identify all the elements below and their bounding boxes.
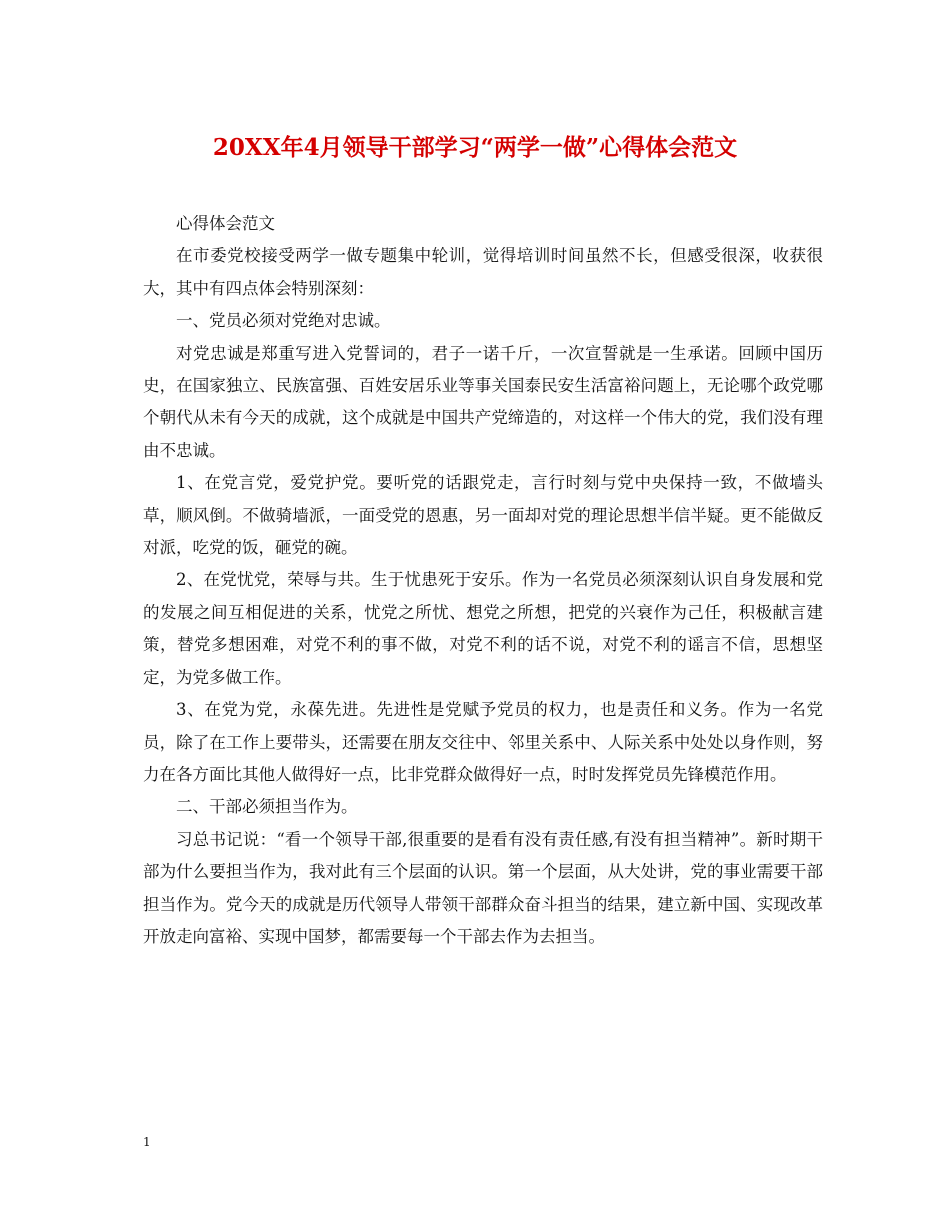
page-number: 1 <box>143 1135 151 1149</box>
paragraph-point-2: 2、在党忧党，荣辱与共。生于忧患死于安乐。作为一名党员必须深刻认识自身发展和党的发展之间互相促进的关系，忧党之所忧、想党之所想，把党的兴衰作为己任，积极献言建策，替党多想困难，对党不利的事不做，对党不利的话不说，对党不利的谣言不信，思想坚定，为党多做工作。 <box>143 570 823 687</box>
paragraph-heading: 心得体会范文 <box>176 214 275 233</box>
paragraph-intro: 在市委党校接受两学一做专题集中轮训，觉得培训时间虽然不长，但感受很深，收获很大，其中有四点体会特别深刻： <box>143 246 823 298</box>
section-heading-1: 一、党员必须对党绝对忠诚。 <box>176 311 391 331</box>
paragraph-point-1: 1、在党言党，爱党护党。要听党的话跟党走，言行时刻与党中央保持一致，不做墙头草，顺风倒。不做骑墙派，一面受党的恩惠，另一面却对党的理论思想半信半疑。更不能做反对派，吃党的饭，砸党的碗。 <box>143 473 823 558</box>
section-heading-2: 二、干部必须担当作为。 <box>176 797 358 817</box>
paragraph-loyalty: 对党忠诚是郑重写进入党誓词的，君子一诺千斤，一次宣誓就是一生承诺。回顾中国历史，在国家独立、民族富强、百姓安居乐业等事关国泰民安生活富裕问题上，无论哪个政党哪个朝代从未有今天的成就，这个成就是中国共产党缔造的，对这样一个伟大的党，我们没有理由不忠诚。 <box>143 343 823 460</box>
document-title: 20XX年4月领导干部学习“两学一做”心得体会范文 <box>212 134 738 161</box>
paragraph-responsibility: 习总书记说：“看一个领导干部,很重要的是看有没有责任感,有没有担当精神”。新时期干部为什么要担当作为，我对此有三个层面的认识。第一个层面，从大处讲，党的事业需要干部担当作为。党今天的成就是历代领导人带领干部群众奋斗担当的结果，建立新中国、实现改革开放走向富裕、实现中国梦，都需要每一个干部去作为去担当。 <box>143 829 823 946</box>
paragraph-point-3: 3、在党为党，永葆先进。先进性是党赋予党员的权力，也是责任和义务。作为一名党员，除了在工作上要带头，还需要在朋友交往中、邻里关系中、人际关系中处处以身作则，努力在各方面比其他人做得好一点，比非党群众做得好一点，时时发挥党员先锋模范作用。 <box>143 700 823 784</box>
document-body <box>143 208 823 953</box>
